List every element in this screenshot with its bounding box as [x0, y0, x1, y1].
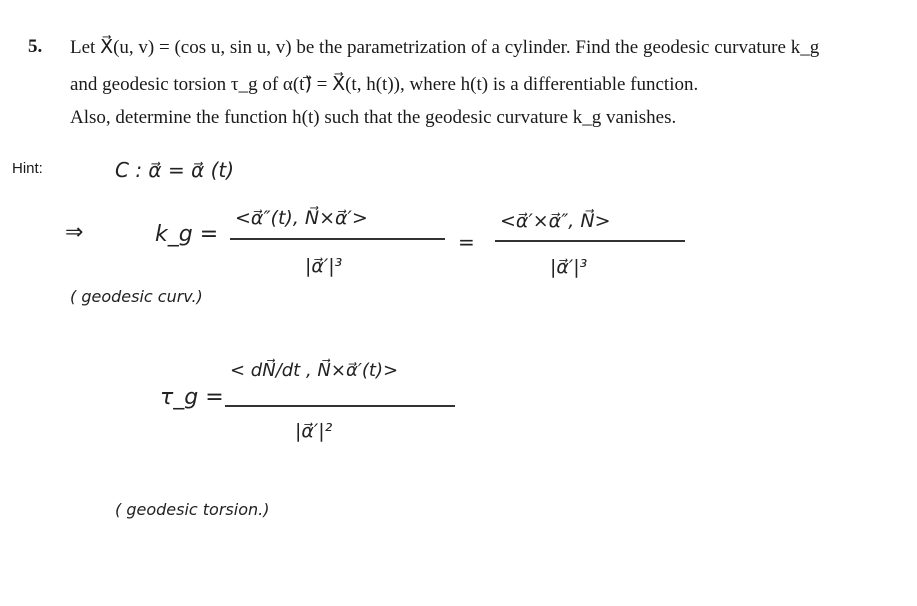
kg-denominator-2: |α⃗′|³ — [550, 256, 588, 278]
problem-number: 5. — [28, 36, 43, 57]
implies-arrow: ⇒ — [65, 220, 84, 245]
kg-lhs: k_g = — [155, 222, 219, 247]
problem-line-3: Also, determine the function h(t) such that the geodesic curvature k_g vanishes. — [70, 107, 677, 128]
kg-numerator-1: <α⃗″(t), N⃗×α⃗′> — [235, 207, 368, 229]
kg-numerator-2: <α⃗′×α⃗″, N⃗> — [500, 210, 611, 232]
tg-denominator: |α⃗′|² — [295, 420, 333, 442]
tg-numerator: < dN⃗/dt , N⃗×α⃗′(t)> — [230, 360, 399, 381]
kg-note: ( geodesic curv.) — [70, 287, 203, 306]
tg-fraction-bar — [225, 405, 455, 407]
kg-fraction-bar-1 — [230, 238, 445, 240]
hint-label: Hint: — [12, 160, 43, 177]
problem-line-1: Let X⃗(u, v) = (cos u, sin u, v) be the parametrization of a cylinder. Find the geodesic curvature k_g — [70, 37, 820, 58]
kg-denominator-1: |α⃗′|³ — [305, 255, 343, 277]
curve-definition: C : α⃗ = α⃗ (t) — [115, 158, 235, 182]
tg-lhs: τ_g = — [160, 385, 224, 410]
equals-sign: = — [458, 230, 475, 254]
problem-line-2: and geodesic torsion τ_g of α(t)⃗ = X⃗(t, h(t)), where h(t) is a differentiable function. — [70, 74, 699, 95]
kg-fraction-bar-2 — [495, 240, 685, 242]
tg-note: ( geodesic torsion.) — [115, 500, 270, 519]
